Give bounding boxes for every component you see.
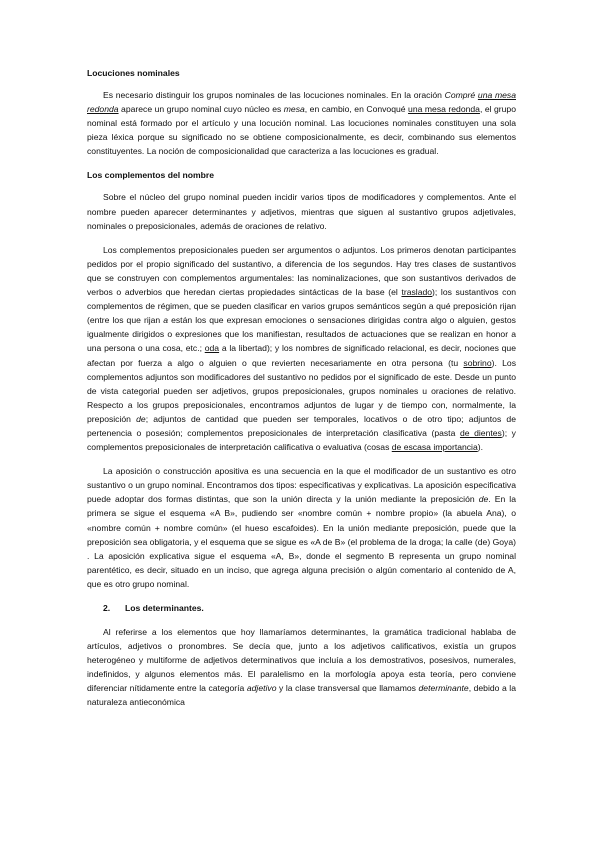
text: , debido a la naturaleza antieconómica	[87, 683, 516, 708]
example-italic: Compré	[444, 90, 478, 100]
example-underlined: traslado	[401, 287, 433, 298]
paragraph-determinantes	[87, 625, 516, 710]
text: ).	[477, 442, 483, 453]
text: La aposición o construcción apositiva es una secuencia en la que el modificador de un sustantivo es otro sustantivo o un grupo nominal. Encontramos dos tipos: especificativas y explicativas. La aposición especificativa puede adoptar dos formas distintas, que son la unión directa y la unión mediante la preposición	[87, 466, 516, 505]
text: aparece un grupo nominal cuyo núcleo es	[118, 104, 284, 115]
section-number: 2.	[103, 603, 111, 613]
example-italic: mesa	[283, 104, 305, 115]
example-italic: a	[163, 315, 169, 326]
example-italic: de	[478, 494, 489, 505]
text: ); y complementos preposicionales de interpretación calificativa o evaluativa (cosas	[87, 427, 516, 453]
example-underlined: sobrino	[463, 357, 492, 368]
example-italic: determinante	[418, 683, 469, 694]
text: . En la primera se sigue el esquema «A B», pudiendo ser «nombre común + nombre propio» (la abuela Ana), o «nombre común + nombre común» (el hueso escafoides). En la unión mediante preposición, puede que la preposición sea obligatoria, y el esquema que se sigue es «A de B» (el problema de la droga; la calle (de) Goya) . La aposición explicativa sigue el esquema «A, B», donde el segmento B representa un grupo nominal parentético, es decir, situado en un inciso, que agrega alguna precisión o algún comentario al contenido de A, que es otro grupo nominal.	[87, 494, 516, 589]
text: a la libertad); y los nombres de significado relacional, es decir, nociones que afectan por fuerza a algo o alguien o que revierten necesariamente en otra persona (tu	[87, 343, 516, 368]
heading-locuciones-nominales: Locuciones nominales	[87, 68, 180, 78]
heading-complementos-del-nombre: Los complementos del nombre	[87, 170, 215, 181]
document-content	[87, 66, 516, 710]
text: , en cambio, en Convoqué	[304, 104, 409, 115]
text: ). Los complementos adjuntos son modificadores del sustantivo no pedidos por el significado de este. Desde un punto de vista categorial pueden ser adjetivos, grupos preposicionales, grupos nominales u oraciones de relativo. Respecto a los grupos preposicionales, encontramos adjuntos de lugar y de tiempo con, normalmente, la preposición	[87, 357, 516, 424]
text: están los que expresan emociones o sensaciones dirigidas contra algo o alguien, gestos igualmente dirigidos o expresiones que los manifiestan, resultados de actuaciones que se realizan en honor a una persona o una cosa, etc.;	[87, 315, 516, 354]
example-italic: de	[136, 413, 146, 424]
example-underlined: de escasa importancia	[391, 442, 478, 453]
section-title: Los determinantes.	[125, 603, 204, 613]
text: ); los sustantivos con complementos de régimen, que se pueden clasificar en varios grupos semánticos según a qué preposición rijan (entre los que rijan	[87, 287, 517, 326]
text: ; adjuntos de cantidad que pueden ser temporales, locativos o de otro tipo; adjuntos de pertenencia o posesión; complementos preposicionales de interpretación clasificativa (pasta	[87, 413, 516, 438]
paragraph-complementos-preposicionales	[87, 243, 516, 454]
heading-los-determinantes	[87, 601, 516, 615]
example-underlined: una mesa redonda	[408, 104, 480, 115]
example-underlined: oda	[204, 343, 220, 354]
text: Es necesario distinguir los grupos nominales de las locuciones nominales. En la oración	[103, 90, 445, 100]
paragraph-modificadores: Sobre el núcleo del grupo nominal pueden incidir varios tipos de modificadores y complementos. Ante el nombre pueden aparecer determinantes y adjetivos, mientras que siguen al sustantivo grupos adjetivales, nominales o preposicionales, además de oraciones de relativo.	[87, 192, 516, 231]
text: Al referirse a los elementos que hoy llamaríamos determinantes, la gramática tradicional hablaba de artículos, adjetivos o pronombres. Se decía que, junto a los adjetivos calificativos, existía un grupos heterogéneo y multiforme de adjetivos determinativos que incluía a los demostrativos, posesivos, numerales, indefinidos, y algunos elementos más. El paralelismo en la morfología apoya esta teoría, pero conviene diferenciar nítidamente entre la categoría	[87, 627, 516, 694]
example-underlined: de dientes	[459, 427, 502, 438]
paragraph-aposicion	[87, 464, 516, 591]
text: , el grupo nominal está formado por el artículo y una locución nominal. Las locuciones nominales constituyen una sola pieza léxica porque su significado no se obtiene composicionalmente, es decir, combinando sus elementos constituyentes. La noción de composicionalidad que caracteriza a las locuciones es gradual.	[87, 104, 516, 157]
text: y la clase transversal que llamamos	[276, 683, 419, 694]
text: Los complementos preposicionales pueden ser argumentos o adjuntos. Los primeros denotan participantes pedidos por el propio significado del sustantivo, a diferencia de los segundos. Hay tres clases de sustantivos que se construyen con complementos argumentales: las nominalizaciones, que son sustantivos derivados de verbos o adverbios que heredan ciertas propiedades sintácticas de la base (el	[87, 244, 516, 298]
paragraph-locuciones	[87, 88, 516, 158]
example-underlined: una mesa redonda	[87, 90, 516, 115]
example-italic: adjetivo	[246, 683, 277, 694]
